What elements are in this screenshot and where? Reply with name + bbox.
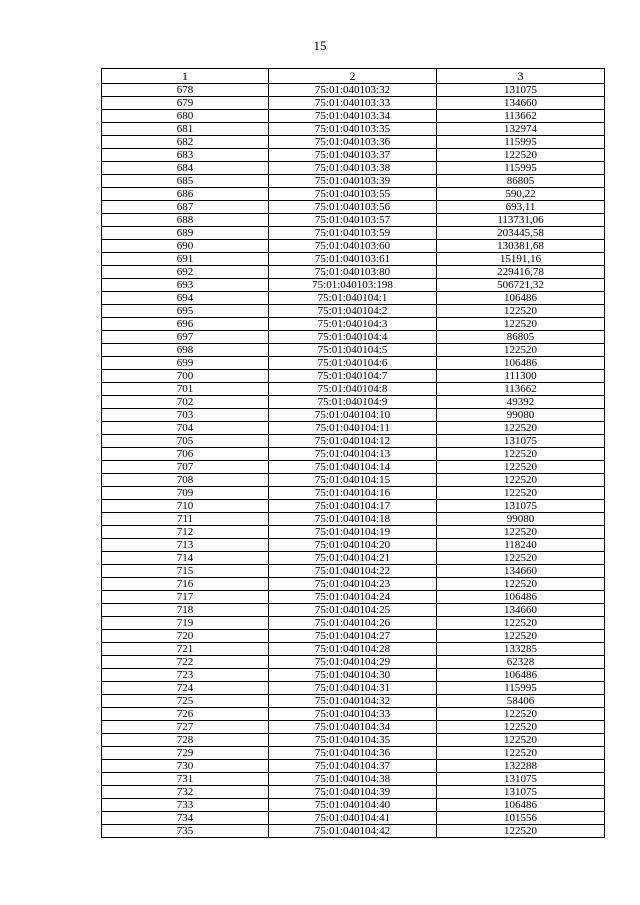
cadastral-number-cell: 75:01:040104:38 <box>269 773 437 786</box>
table-row <box>102 97 605 110</box>
cadastral-number-cell: 75:01:040104:19 <box>269 526 437 539</box>
value-cell: 122520 <box>437 461 605 474</box>
value-cell: 122520 <box>437 552 605 565</box>
value-cell: 131075 <box>437 435 605 448</box>
column-header-1: 1 <box>102 69 269 84</box>
value-cell: 106486 <box>437 357 605 370</box>
row-number-cell: 681 <box>102 123 269 136</box>
cadastral-number-cell: 75:01:040104:36 <box>269 747 437 760</box>
cadastral-number-cell: 75:01:040104:12 <box>269 435 437 448</box>
table-row <box>102 773 605 786</box>
table-row <box>102 240 605 253</box>
row-number-cell: 683 <box>102 149 269 162</box>
value-cell: 118240 <box>437 539 605 552</box>
table-row <box>102 84 605 97</box>
value-cell: 113662 <box>437 383 605 396</box>
row-number-cell: 693 <box>102 279 269 292</box>
cadastral-number-cell: 75:01:040103:33 <box>269 97 437 110</box>
table-row <box>102 539 605 552</box>
cadastral-number-cell: 75:01:040104:22 <box>269 565 437 578</box>
cadastral-number-cell: 75:01:040104:34 <box>269 721 437 734</box>
table-row <box>102 448 605 461</box>
row-number-cell: 719 <box>102 617 269 630</box>
value-cell: 131075 <box>437 773 605 786</box>
value-cell: 106486 <box>437 292 605 305</box>
value-cell: 122520 <box>437 825 605 838</box>
value-cell: 122520 <box>437 734 605 747</box>
table-row <box>102 708 605 721</box>
table-row <box>102 734 605 747</box>
cadastral-number-cell: 75:01:040104:8 <box>269 383 437 396</box>
row-number-cell: 731 <box>102 773 269 786</box>
cadastral-number-cell: 75:01:040104:27 <box>269 630 437 643</box>
row-number-cell: 694 <box>102 292 269 305</box>
value-cell: 131075 <box>437 786 605 799</box>
table-row <box>102 201 605 214</box>
table-row <box>102 747 605 760</box>
table-row <box>102 110 605 123</box>
row-number-cell: 707 <box>102 461 269 474</box>
cadastral-number-cell: 75:01:040104:28 <box>269 643 437 656</box>
value-cell: 134660 <box>437 97 605 110</box>
row-number-cell: 697 <box>102 331 269 344</box>
value-cell: 122520 <box>437 422 605 435</box>
table-row <box>102 162 605 175</box>
table-row <box>102 656 605 669</box>
table-row <box>102 721 605 734</box>
cadastral-number-cell: 75:01:040104:35 <box>269 734 437 747</box>
value-cell: 111300 <box>437 370 605 383</box>
table-row <box>102 370 605 383</box>
row-number-cell: 726 <box>102 708 269 721</box>
cadastral-number-cell: 75:01:040103:60 <box>269 240 437 253</box>
table-row <box>102 630 605 643</box>
cadastral-number-cell: 75:01:040103:35 <box>269 123 437 136</box>
table-row <box>102 292 605 305</box>
row-number-cell: 703 <box>102 409 269 422</box>
row-number-cell: 695 <box>102 305 269 318</box>
cadastral-number-cell: 75:01:040104:6 <box>269 357 437 370</box>
row-number-cell: 688 <box>102 214 269 227</box>
value-cell: 203445,58 <box>437 227 605 240</box>
cadastral-number-cell: 75:01:040104:16 <box>269 487 437 500</box>
row-number-cell: 686 <box>102 188 269 201</box>
table-row <box>102 682 605 695</box>
value-cell: 86805 <box>437 331 605 344</box>
value-cell: 131075 <box>437 84 605 97</box>
row-number-cell: 724 <box>102 682 269 695</box>
value-cell: 122520 <box>437 344 605 357</box>
table-row <box>102 760 605 773</box>
row-number-cell: 718 <box>102 604 269 617</box>
table-row <box>102 643 605 656</box>
row-number-cell: 689 <box>102 227 269 240</box>
row-number-cell: 725 <box>102 695 269 708</box>
value-cell: 99080 <box>437 409 605 422</box>
table-row <box>102 500 605 513</box>
table-row <box>102 175 605 188</box>
cadastral-number-cell: 75:01:040104:14 <box>269 461 437 474</box>
value-cell: 115995 <box>437 136 605 149</box>
value-cell: 229416,78 <box>437 266 605 279</box>
row-number-cell: 699 <box>102 357 269 370</box>
row-number-cell: 709 <box>102 487 269 500</box>
cadastral-number-cell: 75:01:040104:7 <box>269 370 437 383</box>
table-row <box>102 227 605 240</box>
cadastral-number-cell: 75:01:040103:59 <box>269 227 437 240</box>
table-row <box>102 513 605 526</box>
row-number-cell: 711 <box>102 513 269 526</box>
row-number-cell: 732 <box>102 786 269 799</box>
row-number-cell: 696 <box>102 318 269 331</box>
cadastral-number-cell: 75:01:040103:55 <box>269 188 437 201</box>
row-number-cell: 692 <box>102 266 269 279</box>
table-row <box>102 487 605 500</box>
table-row <box>102 565 605 578</box>
value-cell: 15191,16 <box>437 253 605 266</box>
table-row <box>102 266 605 279</box>
row-number-cell: 735 <box>102 825 269 838</box>
row-number-cell: 682 <box>102 136 269 149</box>
value-cell: 62328 <box>437 656 605 669</box>
row-number-cell: 702 <box>102 396 269 409</box>
row-number-cell: 713 <box>102 539 269 552</box>
table-row <box>102 591 605 604</box>
cadastral-number-cell: 75:01:040104:24 <box>269 591 437 604</box>
row-number-cell: 706 <box>102 448 269 461</box>
cadastral-number-cell: 75:01:040104:31 <box>269 682 437 695</box>
value-cell: 134660 <box>437 604 605 617</box>
table-row <box>102 435 605 448</box>
row-number-cell: 700 <box>102 370 269 383</box>
value-cell: 132974 <box>437 123 605 136</box>
table-row <box>102 396 605 409</box>
row-number-cell: 705 <box>102 435 269 448</box>
value-cell: 122520 <box>437 318 605 331</box>
row-number-cell: 698 <box>102 344 269 357</box>
value-cell: 122520 <box>437 721 605 734</box>
page-number: 15 <box>313 38 327 53</box>
value-cell: 101556 <box>437 812 605 825</box>
value-cell: 130381,68 <box>437 240 605 253</box>
row-number-cell: 720 <box>102 630 269 643</box>
value-cell: 58406 <box>437 695 605 708</box>
cadastral-number-cell: 75:01:040104:11 <box>269 422 437 435</box>
row-number-cell: 701 <box>102 383 269 396</box>
value-cell: 122520 <box>437 617 605 630</box>
value-cell: 113731,06 <box>437 214 605 227</box>
table-row <box>102 799 605 812</box>
row-number-cell: 734 <box>102 812 269 825</box>
value-cell: 115995 <box>437 682 605 695</box>
table-row <box>102 825 605 838</box>
table-row <box>102 383 605 396</box>
cadastral-number-cell: 75:01:040104:29 <box>269 656 437 669</box>
value-cell: 86805 <box>437 175 605 188</box>
table-row <box>102 188 605 201</box>
row-number-cell: 733 <box>102 799 269 812</box>
table-row <box>102 461 605 474</box>
value-cell: 132288 <box>437 760 605 773</box>
value-cell: 506721,32 <box>437 279 605 292</box>
table-row <box>102 474 605 487</box>
value-cell: 113662 <box>437 110 605 123</box>
table-row <box>102 331 605 344</box>
cadastral-number-cell: 75:01:040104:41 <box>269 812 437 825</box>
row-number-cell: 704 <box>102 422 269 435</box>
table-row <box>102 617 605 630</box>
row-number-cell: 717 <box>102 591 269 604</box>
column-header-3: 3 <box>437 69 605 84</box>
value-cell: 106486 <box>437 669 605 682</box>
value-cell: 106486 <box>437 591 605 604</box>
row-number-cell: 710 <box>102 500 269 513</box>
table-row <box>102 136 605 149</box>
table-row <box>102 812 605 825</box>
value-cell: 49392 <box>437 396 605 409</box>
table-row <box>102 253 605 266</box>
cadastral-number-cell: 75:01:040104:10 <box>269 409 437 422</box>
row-number-cell: 685 <box>102 175 269 188</box>
table-row <box>102 279 605 292</box>
cadastral-number-cell: 75:01:040103:198 <box>269 279 437 292</box>
cadastral-number-cell: 75:01:040104:5 <box>269 344 437 357</box>
table-row <box>102 344 605 357</box>
row-number-cell: 680 <box>102 110 269 123</box>
table-row <box>102 695 605 708</box>
row-number-cell: 716 <box>102 578 269 591</box>
value-cell: 122520 <box>437 578 605 591</box>
cadastral-number-cell: 75:01:040104:2 <box>269 305 437 318</box>
cadastral-number-cell: 75:01:040103:80 <box>269 266 437 279</box>
cadastral-number-cell: 75:01:040104:20 <box>269 539 437 552</box>
value-cell: 122520 <box>437 526 605 539</box>
cadastral-number-cell: 75:01:040103:36 <box>269 136 437 149</box>
cadastral-number-cell: 75:01:040104:39 <box>269 786 437 799</box>
row-number-cell: 714 <box>102 552 269 565</box>
value-cell: 99080 <box>437 513 605 526</box>
table-row <box>102 318 605 331</box>
value-cell: 590,22 <box>437 188 605 201</box>
value-cell: 693,11 <box>437 201 605 214</box>
cadastral-number-cell: 75:01:040104:18 <box>269 513 437 526</box>
table-row <box>102 604 605 617</box>
cadastral-number-cell: 75:01:040103:61 <box>269 253 437 266</box>
value-cell: 122520 <box>437 305 605 318</box>
table-row <box>102 214 605 227</box>
table-row <box>102 305 605 318</box>
value-cell: 122520 <box>437 474 605 487</box>
table-row <box>102 123 605 136</box>
row-number-cell: 723 <box>102 669 269 682</box>
table-row <box>102 669 605 682</box>
table-row <box>102 409 605 422</box>
value-cell: 122520 <box>437 630 605 643</box>
cadastral-number-cell: 75:01:040104:1 <box>269 292 437 305</box>
table-row <box>102 149 605 162</box>
data-table <box>101 68 605 838</box>
row-number-cell: 690 <box>102 240 269 253</box>
cadastral-number-cell: 75:01:040103:57 <box>269 214 437 227</box>
row-number-cell: 678 <box>102 84 269 97</box>
cadastral-number-cell: 75:01:040104:3 <box>269 318 437 331</box>
cadastral-number-cell: 75:01:040104:23 <box>269 578 437 591</box>
column-header-2: 2 <box>269 69 437 84</box>
table-body <box>102 84 605 838</box>
table-row <box>102 552 605 565</box>
table-header-row <box>102 69 605 84</box>
row-number-cell: 715 <box>102 565 269 578</box>
table-row <box>102 786 605 799</box>
row-number-cell: 679 <box>102 97 269 110</box>
cadastral-number-cell: 75:01:040103:38 <box>269 162 437 175</box>
row-number-cell: 687 <box>102 201 269 214</box>
row-number-cell: 727 <box>102 721 269 734</box>
cadastral-number-cell: 75:01:040104:15 <box>269 474 437 487</box>
value-cell: 122520 <box>437 448 605 461</box>
value-cell: 134660 <box>437 565 605 578</box>
table-row <box>102 357 605 370</box>
row-number-cell: 722 <box>102 656 269 669</box>
cadastral-number-cell: 75:01:040104:25 <box>269 604 437 617</box>
cadastral-number-cell: 75:01:040104:26 <box>269 617 437 630</box>
row-number-cell: 708 <box>102 474 269 487</box>
cadastral-number-cell: 75:01:040104:32 <box>269 695 437 708</box>
cadastral-number-cell: 75:01:040104:17 <box>269 500 437 513</box>
cadastral-number-cell: 75:01:040103:37 <box>269 149 437 162</box>
value-cell: 122520 <box>437 708 605 721</box>
row-number-cell: 691 <box>102 253 269 266</box>
cadastral-number-cell: 75:01:040104:30 <box>269 669 437 682</box>
cadastral-number-cell: 75:01:040103:56 <box>269 201 437 214</box>
value-cell: 122520 <box>437 149 605 162</box>
cadastral-number-cell: 75:01:040103:34 <box>269 110 437 123</box>
table-row <box>102 422 605 435</box>
table-row <box>102 526 605 539</box>
cadastral-number-cell: 75:01:040104:13 <box>269 448 437 461</box>
row-number-cell: 712 <box>102 526 269 539</box>
value-cell: 122520 <box>437 487 605 500</box>
table-row <box>102 578 605 591</box>
value-cell: 106486 <box>437 799 605 812</box>
row-number-cell: 730 <box>102 760 269 773</box>
cadastral-number-cell: 75:01:040104:4 <box>269 331 437 344</box>
row-number-cell: 684 <box>102 162 269 175</box>
cadastral-number-cell: 75:01:040104:33 <box>269 708 437 721</box>
value-cell: 133285 <box>437 643 605 656</box>
value-cell: 131075 <box>437 500 605 513</box>
cadastral-number-cell: 75:01:040104:9 <box>269 396 437 409</box>
row-number-cell: 729 <box>102 747 269 760</box>
row-number-cell: 728 <box>102 734 269 747</box>
value-cell: 115995 <box>437 162 605 175</box>
cadastral-number-cell: 75:01:040104:42 <box>269 825 437 838</box>
cadastral-number-cell: 75:01:040104:40 <box>269 799 437 812</box>
cadastral-number-cell: 75:01:040103:39 <box>269 175 437 188</box>
cadastral-number-cell: 75:01:040103:32 <box>269 84 437 97</box>
cadastral-number-cell: 75:01:040104:37 <box>269 760 437 773</box>
value-cell: 122520 <box>437 747 605 760</box>
cadastral-number-cell: 75:01:040104:21 <box>269 552 437 565</box>
row-number-cell: 721 <box>102 643 269 656</box>
